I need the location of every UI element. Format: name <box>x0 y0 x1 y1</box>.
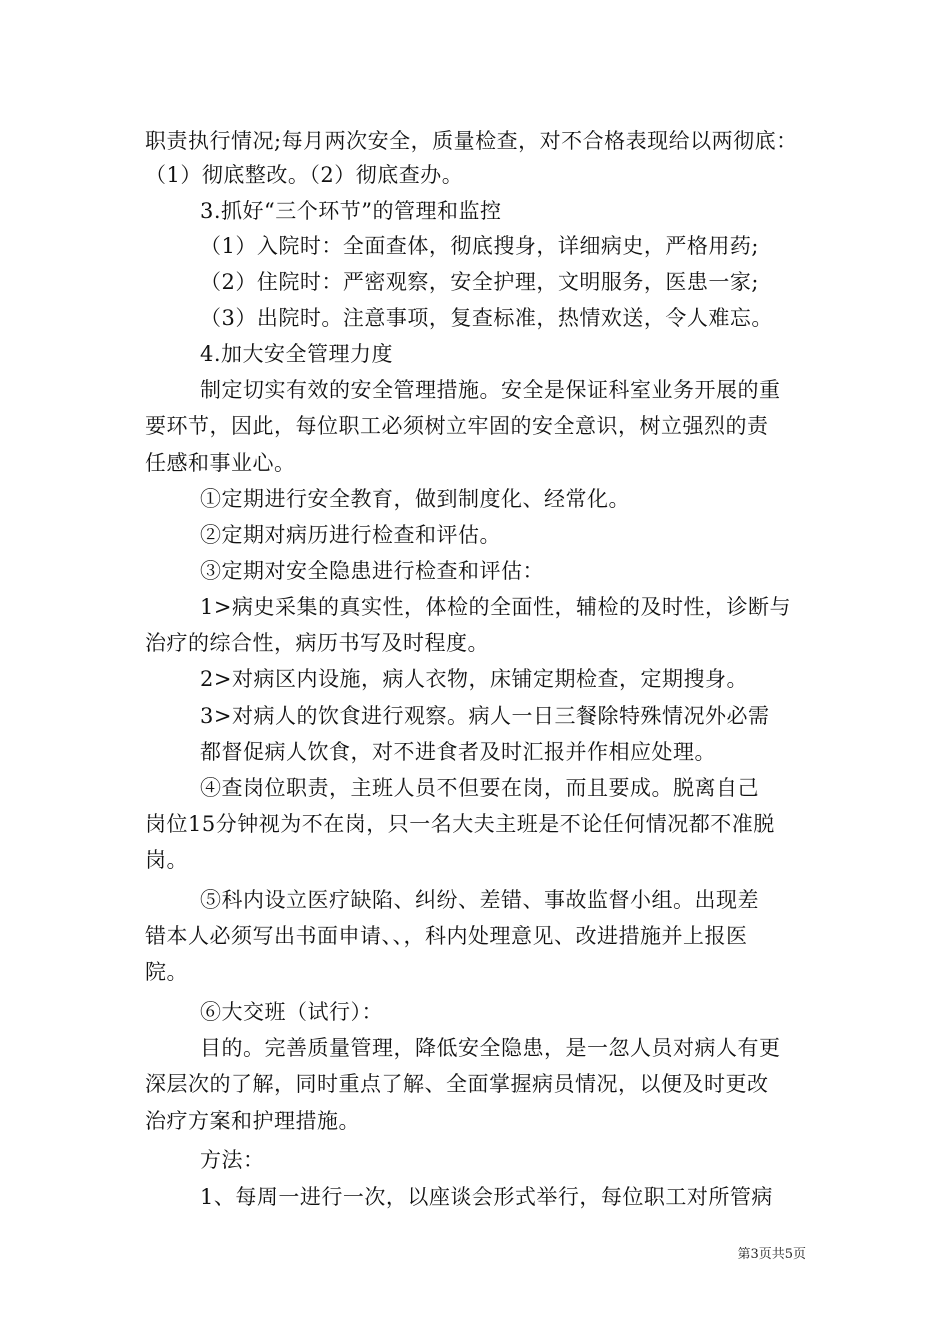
text-line-22: ⑤科内设立医疗缺陷、纠纷、差错、事故监督小组。出现差 <box>200 888 759 912</box>
text-line-15: 治疗的综合性，病历书写及时程度。 <box>145 631 489 655</box>
text-line-2: （1）彻底整改。（2）彻底查办。 <box>145 163 464 187</box>
text-line-20: 岗位15分钟视为不在岗，只一名大夫主班是不论任何情况都不准脱 <box>145 812 775 836</box>
text-line-26: 目的。完善质量管理，降低安全隐患，是一忽人员对病人有更 <box>200 1036 781 1060</box>
text-line-16: 2>对病区内设施，病人衣物，床铺定期检查，定期搜身。 <box>200 667 748 691</box>
text-line-6: （3）出院时。注意事项，复查标准，热情欢送，令人难忘。 <box>200 306 773 330</box>
text-line-25: ⑥大交班（试行）： <box>200 1000 383 1024</box>
text-line-19: ④查岗位职责，主班人员不但要在岗，而且要成。脱离自己 <box>200 776 759 800</box>
text-line-1: 职责执行情况;每月两次安全，质量检查，对不合格表现给以两彻底： <box>145 129 798 153</box>
text-line-5: （2）住院时：严密观察，安全护理，文明服务，医患一家; <box>200 270 759 294</box>
section-heading-3: 3.抓好“三个环节”的管理和监控 <box>200 199 502 223</box>
text-line-9: 要环节，因此，每位职工必须树立牢固的安全意识，树立强烈的责 <box>145 414 769 438</box>
text-line-24: 院。 <box>145 960 188 984</box>
page-number-footer: 第3页共5页 <box>737 1247 806 1262</box>
text-line-12: ②定期对病历进行检查和评估。 <box>200 523 501 547</box>
text-line-21: 岗。 <box>145 848 188 872</box>
text-line-18: 都督促病人饮食，对不进食者及时汇报并作相应处理。 <box>200 740 716 764</box>
text-line-8: 制定切实有效的安全管理措施。安全是保证科室业务开展的重 <box>200 378 781 402</box>
text-line-17: 3>对病人的饮食进行观察。病人一日三餐除特殊情况外必需 <box>200 704 770 728</box>
text-line-23: 错本人必须写出书面申请、、，科内处理意见、改进措施并上报医 <box>145 924 748 948</box>
text-line-10: 任感和事业心。 <box>145 451 296 475</box>
section-heading-4: 4.加大安全管理力度 <box>200 342 394 366</box>
text-line-28: 治疗方案和护理措施。 <box>145 1109 360 1133</box>
text-line-14: 1>病史采集的真实性，体检的全面性，辅检的及时性，诊断与 <box>200 595 791 619</box>
text-line-27: 深层次的了解，同时重点了解、全面掌握病员情况，以便及时更改 <box>145 1072 769 1096</box>
text-line-4: （1）入院时：全面查体，彻底搜身，详细病史，严格用药; <box>200 234 759 258</box>
text-line-11: ①定期进行安全教育，做到制度化、经常化。 <box>200 487 630 511</box>
text-line-13: ③定期对安全隐患进行检查和评估： <box>200 559 544 583</box>
text-line-30: 1、每周一进行一次，以座谈会形式举行，每位职工对所管病 <box>200 1185 773 1209</box>
text-line-29: 方法： <box>200 1148 265 1172</box>
